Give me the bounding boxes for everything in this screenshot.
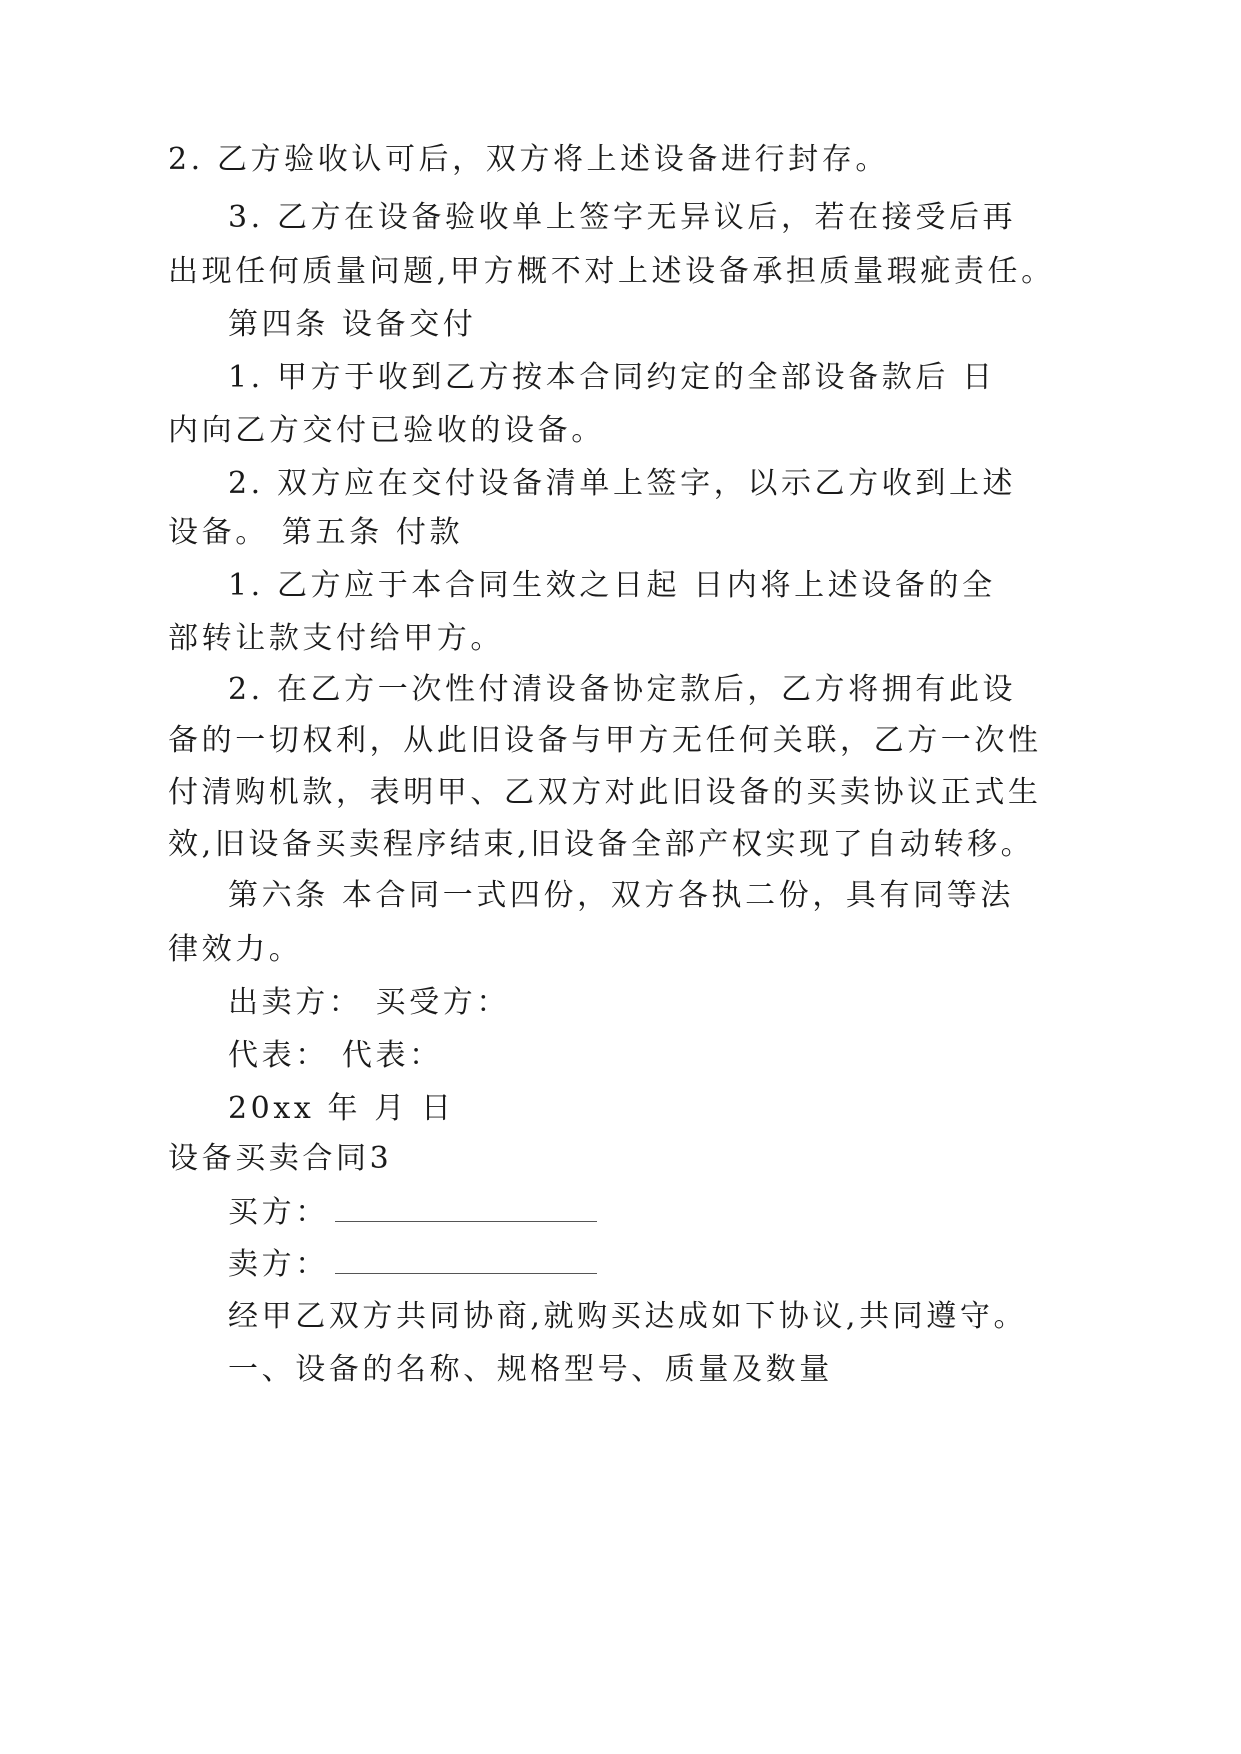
seller-blank: [335, 1249, 597, 1274]
agreement-statement: 经甲乙双方共同协商,就购买达成如下协议,共同遵守。: [228, 1299, 1028, 1334]
signatory-representatives: 代表： 代表：: [228, 1038, 443, 1073]
section-one-heading: 一、设备的名称、规格型号、质量及数量: [228, 1352, 833, 1387]
clause-4-item-2: 2. 双方应在交付设备清单上签字，以示乙方收到上述: [228, 466, 1017, 501]
clause-5-item-1: 1. 乙方应于本合同生效之日起 日内将上述设备的全: [228, 568, 996, 603]
buyer-label: 买方：: [228, 1195, 329, 1230]
contract-3-title: 设备买卖合同3: [168, 1141, 393, 1176]
seller-line: [228, 1245, 597, 1285]
signatory-parties: 出卖方： 买受方：: [228, 985, 510, 1020]
buyer-line: [228, 1193, 597, 1233]
clause-3-item-2: 2. 乙方验收认可后，双方将上述设备进行封存。: [168, 142, 889, 177]
clause-3-item-3: 3. 乙方在设备验收单上签字无异议后，若在接受后再: [228, 200, 1017, 235]
clause-5-item-2-line-4: 效,旧设备买卖程序结束,旧设备全部产权实现了自动转移。: [168, 827, 1035, 862]
clause-5-item-2-line-3: 付清购机款，表明甲、乙双方对此旧设备的买卖协议正式生: [168, 775, 1042, 810]
clause-4-item-2-continued: 设备。 第五条 付款: [168, 515, 464, 550]
clause-6-continued: 律效力。: [168, 932, 303, 967]
clause-4-heading: 第四条 设备交付: [228, 307, 477, 342]
clause-3-item-3-continued: 出现任何质量问题,甲方概不对上述设备承担质量瑕疵责任。: [168, 254, 1055, 289]
buyer-blank: [335, 1197, 597, 1222]
clause-6: 第六条 本合同一式四份，双方各执二份，具有同等法: [228, 878, 1014, 913]
clause-5-item-1-continued: 部转让款支付给甲方。: [168, 621, 504, 656]
seller-label: 卖方：: [228, 1247, 329, 1282]
signing-date: 20xx 年 月 日: [228, 1091, 455, 1126]
clause-4-item-1-continued: 内向乙方交付已验收的设备。: [168, 413, 605, 448]
clause-5-item-2: 2. 在乙方一次性付清设备协定款后，乙方将拥有此设: [228, 672, 1017, 707]
clause-4-item-1: 1. 甲方于收到乙方按本合同约定的全部设备款后 日: [228, 360, 996, 395]
clause-5-item-2-line-2: 备的一切权利，从此旧设备与甲方无任何关联，乙方一次性: [168, 723, 1042, 758]
